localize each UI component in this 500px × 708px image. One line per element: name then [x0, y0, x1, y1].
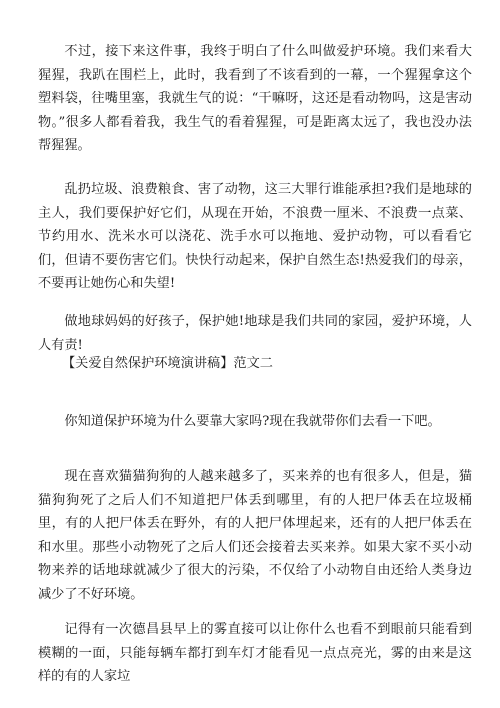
paragraph-three-crimes: 乱扔垃圾、浪费粮食、害了动物，这三大罪行谁能承担?我们是地球的主人，我们要保护好它们，从现在开始，不浪费一厘米、不浪费一点菜、节约用水、洗米水可以浇花、洗手水可以拖地、爱护动物，可以看看它们，但请不要伤害它们。快快行动起来，保护自然生态!热爱我们的母亲，不要再让她伤心和失望! [38, 182, 472, 291]
paragraph-good-child: 做地球妈妈的好孩子，保护她!地球是我们共同的家园，爱护环境，人人有责! [38, 314, 472, 353]
paragraph-fog: 记得有一次德昌县早上的雾直接可以让你什么也看不到眼前只能看到模糊的一面，只能每辆车都打到车灯才能看见一点点亮光，雾的由来是这样的有的人家垃 [38, 622, 472, 684]
paragraph-why-everyone: 你知道保护环境为什么要靠大家吗?现在我就带你们去看一下吧。 [64, 414, 441, 429]
paragraph-protect-gorilla: 不过，接下来这件事，我终于明白了什么叫做爱护环境。我们来看大猩猩，我趴在围栏上，此时，我看到了不该看到的一幕，一个猩猩拿这个塑料袋，往嘴里塞，我就生气的说：“干嘛呀，这还是看动物吗，这是害动物。”很多人都看着我，我生气的看着猩猩，可是距离太远了，我也没办法帮猩猩。 [38, 44, 472, 153]
section-title: 【关爱自然保护环境演讲稿】范文二 [62, 356, 273, 371]
paragraph-pets: 现在喜欢猫猫狗狗的人越来越多了，买来养的也有很多人，但是，猫猫狗狗死了之后人们不知道把尸体丢到哪里，有的人把尸体丢在垃圾桶里，有的人把尸体丢在野外，有的人把尸体埋起来，还有的人把尸体丢在和水里。那些小动物死了之后人们还会接着去买来养。如果大家不买小动物来养的话地球就减少了很大的污染，不仅给了小动物自由还给人类身边减少了不好环境。 [38, 469, 472, 602]
